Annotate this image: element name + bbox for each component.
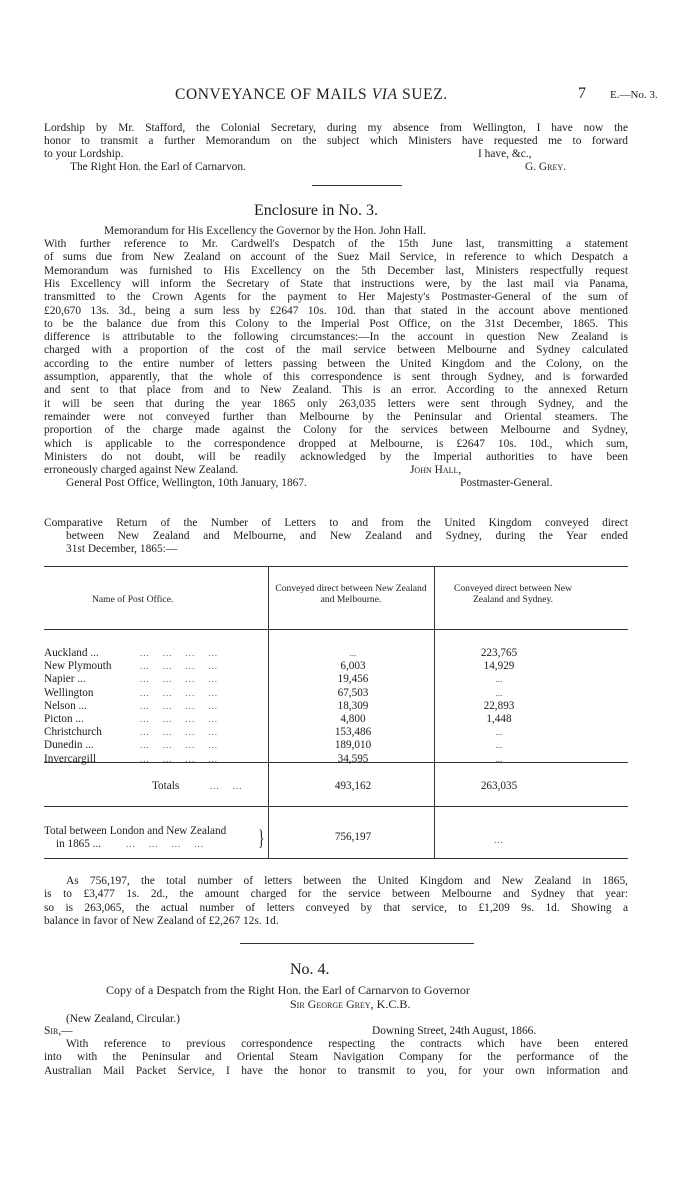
- enclosure-body-line: and sent to that place from and to New Zealand. This is an error. According to the annexed Return: [44, 384, 628, 397]
- col-header-post-office: Name of Post Office.: [92, 594, 174, 605]
- table-row: [44, 700, 564, 713]
- enclosure-body-line: to be the balance due from this Colony to the Imperial Post Office, on the 31st December, 1865. This: [44, 317, 628, 330]
- col-header-melbourne: Conveyed direct between New Zealand and Melbourne.: [275, 583, 427, 605]
- post-office-name: Dunedin ...: [44, 739, 94, 752]
- no4-line-2: Sir George Grey, K.C.B.: [290, 997, 411, 1011]
- enclosure-body-line: His Excellency will inform the Secretary of State that instructions were, by the last mail via Panama,: [44, 277, 628, 290]
- signer-name: John Hall,: [410, 464, 462, 476]
- table-row: [44, 647, 564, 660]
- leader-dots: ... ... ... ...: [140, 661, 218, 672]
- no4-body-line: into with the Peninsular and Oriental Steam Navigation Company for the performance of the: [44, 1051, 628, 1064]
- addressee: The Right Hon. the Earl of Carnarvon.: [70, 161, 246, 173]
- melbourne-count: 19,456: [337, 673, 369, 686]
- signer-title: Postmaster-General.: [460, 477, 553, 489]
- place-date: General Post Office, Wellington, 10th January, 1867.: [66, 477, 307, 489]
- title-text: CONVEYANCE OF MAILS: [175, 86, 368, 103]
- post-office-name: Wellington: [44, 686, 94, 699]
- summary-line: is to £3,477 1s. 2d., the amount charged for the service between Melbourne and Sydney that year:: [44, 888, 628, 901]
- table-top-rule: [44, 566, 628, 567]
- leader-dots: ... ... ... ...: [140, 674, 218, 685]
- enclosure-body-line: proportion of the charge made against the Colony for the services between Melbourne and Sydney,: [44, 424, 628, 437]
- leader-dots: ... ... ... ...: [140, 648, 218, 658]
- sydney-count: 223,765: [480, 647, 518, 659]
- leader-dots: ... ... ... ...: [140, 700, 218, 711]
- london-brace: }: [258, 825, 265, 850]
- post-office-name: Nelson ...: [44, 699, 87, 712]
- table-row: [44, 739, 564, 752]
- no4-body-line: With reference to previous correspondence respecting the contracts which have been entered: [66, 1038, 628, 1050]
- enclosure-body-line: it will be seen that during the year 1865 only 263,035 letters were sent through Sydney, and the: [44, 397, 628, 410]
- post-office-name: Auckland ...: [44, 647, 99, 659]
- sydney-count: ...: [495, 727, 503, 738]
- return-caption-line-3: 31st December, 1865:—: [66, 543, 178, 555]
- london-label-2: in 1865 ...: [56, 838, 102, 850]
- document-reference: E.—No. 3.: [610, 89, 658, 101]
- sydney-count: 14,929: [483, 660, 515, 673]
- london-dots: ... ... ... ...: [126, 839, 204, 849]
- post-office-name: Picton ...: [44, 713, 84, 725]
- running-title: [175, 86, 448, 104]
- totals-dots: ... ...: [210, 781, 243, 791]
- memo-line: Memorandum for His Excellency the Governor by the Hon. John Hall.: [104, 225, 427, 237]
- enclosure-body-line: which is applicable to the correspondence dropped at Melbourne, is £2647 10s. 10d., which sum,: [44, 437, 628, 450]
- table-row: [44, 687, 564, 700]
- totals-label: Totals: [152, 780, 180, 792]
- melbourne-count: 4,800: [340, 713, 366, 725]
- leader-dots: ... ... ... ...: [140, 753, 218, 764]
- table-header-rule: [44, 629, 628, 630]
- table-totals-bottom-rule: [44, 806, 628, 807]
- sydney-count: ...: [495, 674, 503, 685]
- melbourne-count: 153,486: [334, 726, 372, 739]
- enclosure-body-line: Ministers do not doubt, will be readily acknowledged by the Imperial authorities to have been: [44, 450, 628, 463]
- leader-dots: ... ... ... ...: [140, 714, 218, 724]
- post-office-name: Christchurch: [44, 726, 102, 739]
- melbourne-count: 18,309: [337, 699, 369, 712]
- enclosure-body-line: according to the entire number of letters passing between the United Kingdom and the Colony, on the: [44, 357, 628, 370]
- enclosure-body-line: of sums due from New Zealand on account of the Suez Mail Service, in reference to which Despatch a: [44, 251, 628, 264]
- enclosure-body-line: difference is attributable to the following circumstances:—In the account in question New Zealand is: [44, 331, 628, 344]
- signature-grey: G. Grey.: [525, 161, 566, 173]
- summary-line: As 756,197, the total number of letters between the United Kingdom and New Zealand in 1865,: [66, 875, 628, 887]
- table-row: [44, 673, 564, 686]
- melbourne-count: 34,595: [337, 752, 369, 765]
- sydney-count: ...: [495, 740, 503, 751]
- intro-line-2: honor to transmit a further Memorandum on the subject which Ministers have requested me to forward: [44, 135, 628, 147]
- leader-dots: ... ... ... ...: [140, 740, 218, 751]
- london-sydney: ...: [494, 835, 504, 845]
- col-header-sydney: Conveyed direct between New Zealand and Sydney.: [453, 583, 572, 605]
- enclosure-body-line: assumption, apparently, that the whole of this correspondence is sent through Sydney, and is forwarded: [44, 371, 628, 383]
- title-end: SUEZ.: [402, 86, 448, 103]
- enclosure-heading: Enclosure in No. 3.: [254, 202, 378, 219]
- enclosure-body-line: Memorandum was furnished to His Excellency on the 5th December last, Ministers respectfully request: [44, 264, 628, 277]
- no4-heading: No. 4.: [290, 961, 330, 978]
- return-caption-line-1: Comparative Return of the Number of Letters to and from the United Kingdom conveyed direct: [44, 517, 628, 529]
- return-caption-line-2: between New Zealand and Melbourne, and New Zealand and Sydney, during the Year ended: [66, 530, 628, 542]
- no4-dateline: Downing Street, 24th August, 1866.: [372, 1025, 537, 1037]
- table-bottom-rule: [44, 858, 628, 859]
- post-office-name: Invercargill: [44, 752, 96, 765]
- post-office-name: Napier ...: [44, 673, 86, 686]
- closing-phrase: I have, &c.,: [478, 148, 532, 160]
- table-row: [44, 660, 564, 673]
- page-number: 7: [578, 85, 586, 102]
- enclosure-body-line: £20,670 13s. 3d., being a sum less by £2647 10s. 10d. than that stated in the account above mentioned: [44, 304, 628, 317]
- no4-body-line: Australian Mail Packet Service, I have the honor to transmit to you, for your own information and: [44, 1064, 628, 1077]
- melbourne-count: 189,010: [334, 739, 372, 752]
- summary-last-line: balance in favor of New Zealand of £2,267 12s. 1d.: [44, 915, 279, 927]
- leader-dots: ... ... ... ...: [140, 727, 218, 738]
- title-via: VIA: [371, 86, 398, 103]
- table-row: [44, 713, 564, 726]
- no4-circular: (New Zealand, Circular.): [66, 1013, 180, 1025]
- summary-line: so is 263,065, the actual number of letters conveyed by that service, to £1,209 9s. 1d. Showing a: [44, 901, 628, 914]
- enclosure-body-line: remainder were not conveyed further than Melbourne by the Peninsular and Oriental steamers. The: [44, 410, 628, 423]
- totals-melbourne: 493,162: [334, 780, 372, 792]
- sydney-count: ...: [495, 753, 503, 764]
- intro-line-1: Lordship by Mr. Stafford, the Colonial Secretary, during my absence from Wellington, I have now the: [44, 122, 628, 134]
- sydney-count: 1,448: [486, 713, 512, 725]
- london-label-1: Total between London and New Zealand: [44, 825, 227, 837]
- no4-salutation: Sir,—: [44, 1025, 73, 1037]
- post-office-name: New Plymouth: [44, 660, 112, 673]
- sydney-count: ...: [495, 687, 503, 698]
- table-row: [44, 726, 564, 739]
- melbourne-count: ...: [349, 648, 357, 658]
- melbourne-count: 6,003: [340, 660, 366, 673]
- enclosure-body-line: charged with a proportion of the cost of the mail service between Melbourne and Sydney calculated: [44, 344, 628, 357]
- melbourne-count: 67,503: [337, 686, 369, 699]
- intro-line-3: to your Lordship.: [44, 148, 124, 160]
- totals-sydney: 263,035: [480, 780, 518, 792]
- table-row: [44, 753, 564, 766]
- london-total: 756,197: [334, 831, 372, 843]
- separator-rule: [312, 185, 402, 186]
- no4-line-1: Copy of a Despatch from the Right Hon. the Earl of Carnarvon to Governor: [106, 983, 470, 997]
- enclosure-body-line: transmitted to the Crown Agents for the payment to Her Majesty's Postmaster-General of the sum of: [44, 291, 628, 304]
- sydney-count: 22,893: [483, 699, 515, 712]
- enclosure-body-last-line: erroneously charged against New Zealand.: [44, 464, 239, 476]
- leader-dots: ... ... ... ...: [140, 687, 218, 698]
- enclosure-body-line: With further reference to Mr. Cardwell's Despatch of the 15th June last, transmitting a statement: [44, 238, 628, 250]
- separator-rule-2: [240, 943, 474, 944]
